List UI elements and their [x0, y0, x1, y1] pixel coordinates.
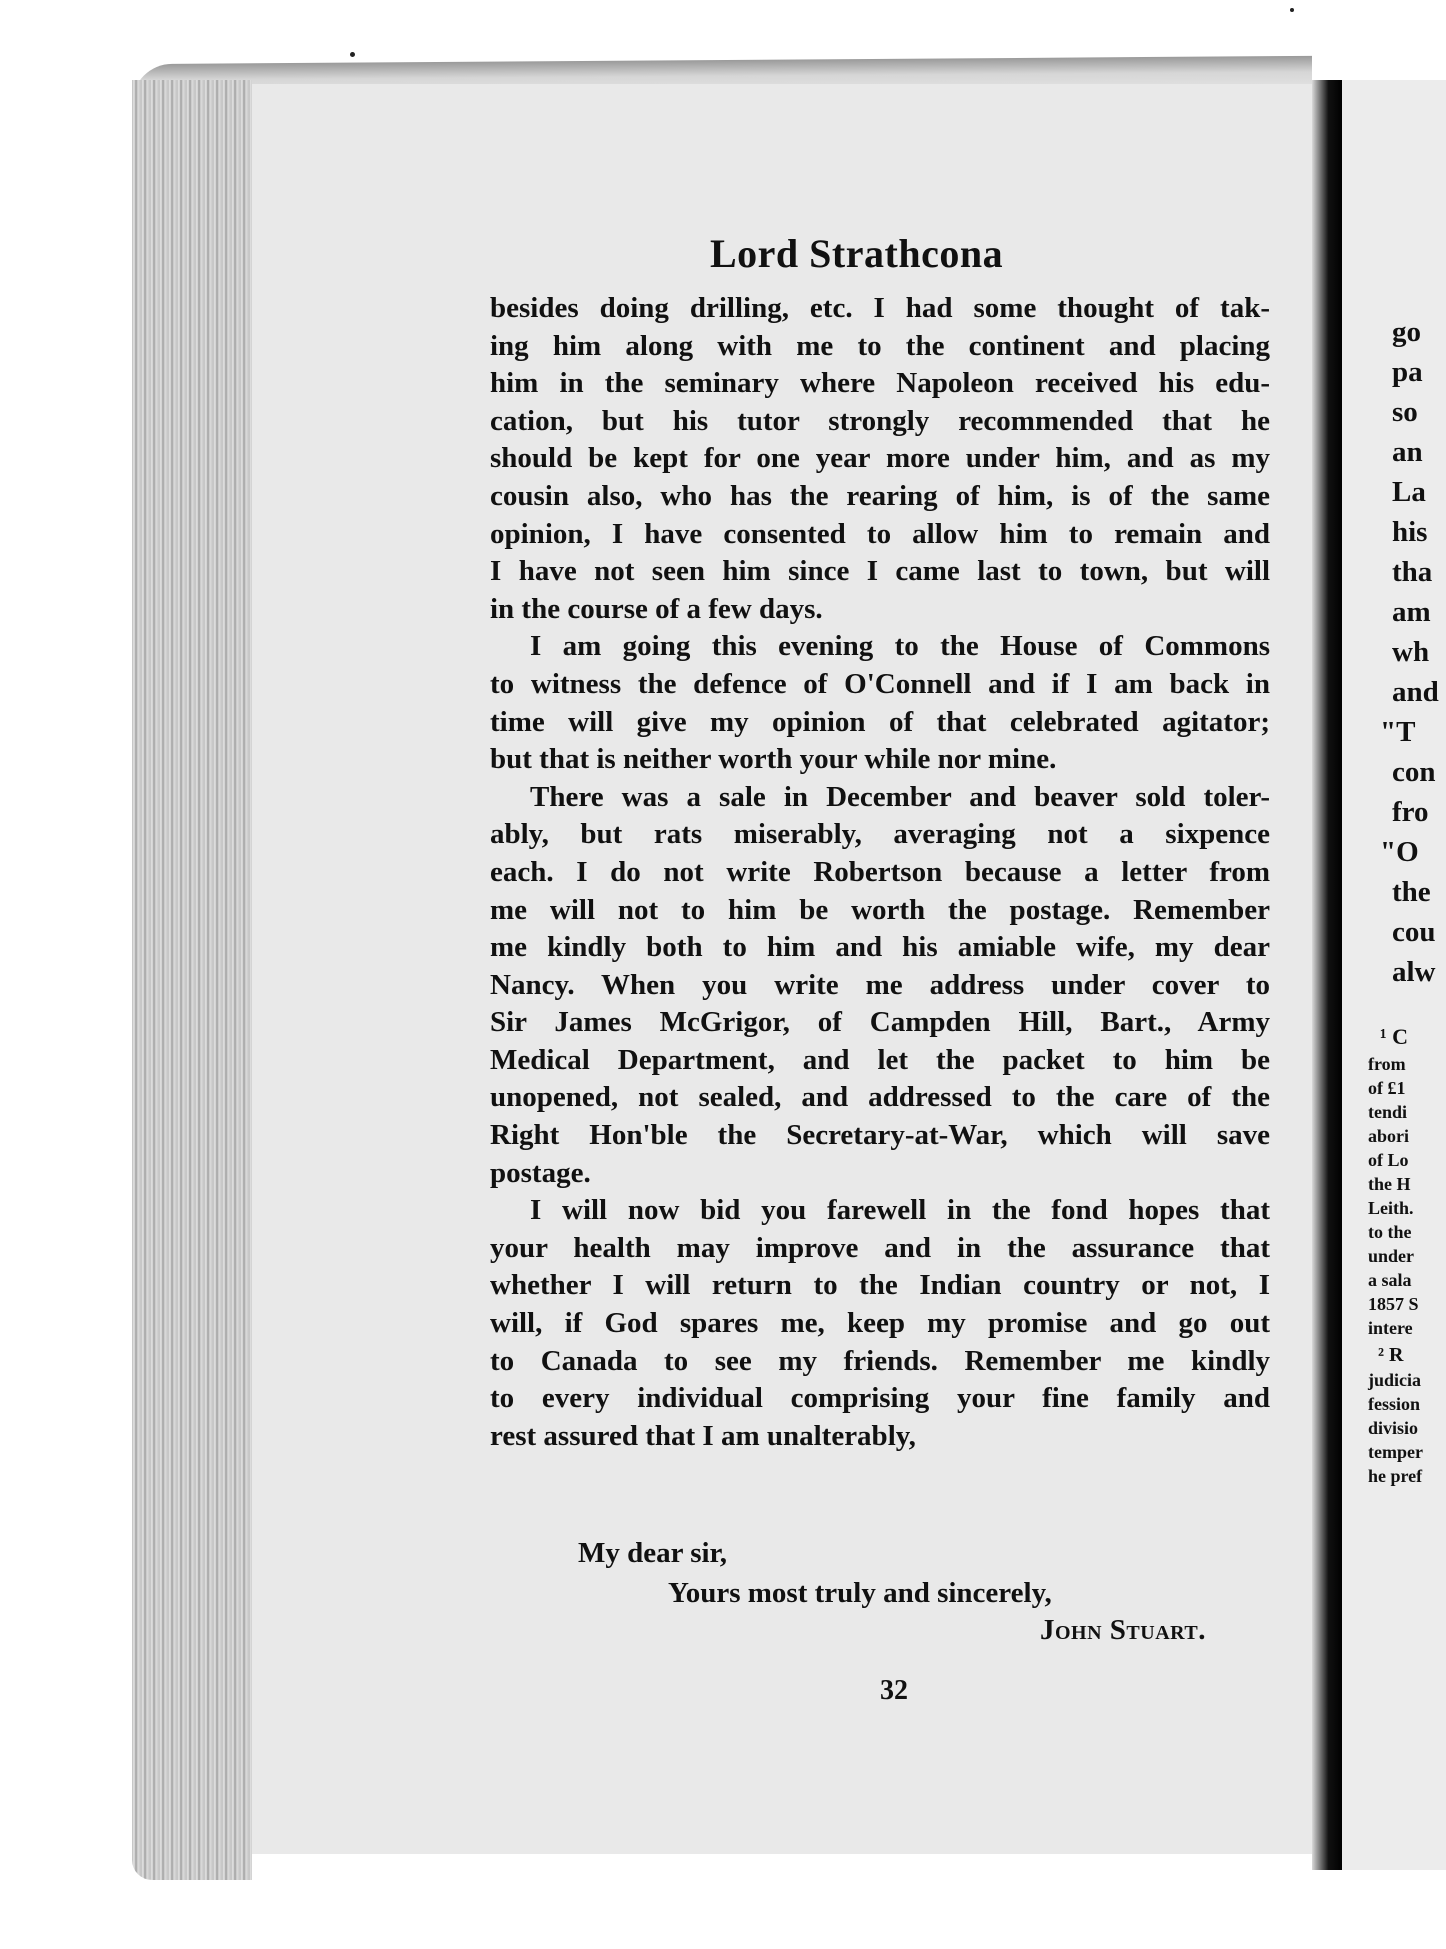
text-line: should be kept for one year more under him, and as my [490, 442, 1270, 475]
scan-speck [350, 52, 355, 57]
facing-page-footnote: of Lo [1368, 1150, 1409, 1170]
text-line: Sir James McGrigor, of Campden Hill, Bart., Army [490, 1006, 1270, 1039]
text-line: Right Hon'ble the Secretary-at-War, which will save [490, 1119, 1270, 1152]
text-line: in the course of a few days. [490, 592, 823, 625]
facing-page-fragment: am [1392, 596, 1431, 628]
facing-page-fragment: so [1392, 396, 1418, 428]
text-line: time will give my opinion of that celebrated agitator; [490, 705, 1270, 738]
text-line: unopened, not sealed, and addressed to the care of the [490, 1081, 1270, 1114]
text-line: cation, but his tutor strongly recommended that he [490, 404, 1270, 437]
facing-page-footnote: Leith. [1368, 1198, 1414, 1218]
facing-page-footnote: fession [1368, 1394, 1421, 1414]
book-gutter [1312, 80, 1342, 1870]
running-title: Lord Strathcona [710, 231, 1004, 276]
facing-page-footnote: under [1368, 1246, 1415, 1266]
facing-page-fragment: "T [1380, 716, 1416, 748]
paragraph-3 [490, 779, 1270, 1193]
facing-page-footnote: the H [1368, 1174, 1411, 1194]
paragraph-4 [490, 1192, 1270, 1455]
text-line: to witness the defence of O'Connell and if I am back in [490, 667, 1270, 700]
text-line: postage. [490, 1156, 591, 1189]
facing-page-footnote: judicia [1368, 1370, 1422, 1390]
facing-page-fragment: fro [1392, 796, 1429, 828]
facing-page-footnote: ¹ C [1380, 1024, 1408, 1049]
paragraph-1 [490, 290, 1270, 628]
salutation: My dear sir, [578, 1537, 728, 1569]
facing-page-fragment: con [1392, 756, 1436, 788]
facing-page-fragment: wh [1392, 636, 1430, 668]
valediction: Yours most truly and sincerely, [668, 1577, 1052, 1609]
text-line: opinion, I have consented to allow him to remain and [490, 517, 1270, 550]
facing-page-fragment: tha [1392, 556, 1433, 588]
page-number: 32 [880, 1675, 908, 1706]
paragraph-2 [490, 628, 1270, 778]
facing-page-fragment: his [1392, 516, 1428, 548]
facing-page-footnote: tendi [1368, 1102, 1408, 1122]
facing-page-footnote: he pref [1368, 1466, 1423, 1486]
text-line: to Canada to see my friends. Remember me kindly [490, 1344, 1270, 1377]
facing-page-fragment: alw [1392, 956, 1436, 988]
text-line: whether I will return to the Indian country or not, I [490, 1269, 1270, 1302]
text-line: I will now bid you farewell in the fond hopes that [530, 1194, 1270, 1227]
text-line: cousin also, who has the rearing of him, is of the same [490, 479, 1270, 512]
facing-page-footnote: of £1 [1368, 1078, 1406, 1098]
facing-page-fragment: and [1392, 676, 1439, 708]
letter-body [490, 290, 1270, 1455]
text-line: Medical Department, and let the packet to him be [490, 1043, 1270, 1076]
facing-page-fragment: go [1392, 316, 1421, 348]
text-line: each. I do not write Robertson because a letter from [490, 855, 1270, 888]
facing-page-fragment: pa [1392, 356, 1423, 388]
text-line: Nancy. When you write me address under cover to [490, 968, 1270, 1001]
facing-page-fragment: La [1392, 476, 1426, 508]
page-stack-edges [132, 80, 252, 1880]
facing-page-footnote: temper [1368, 1442, 1423, 1462]
facing-page-footnote: 1857 S [1368, 1294, 1419, 1314]
facing-page-footnote: from [1368, 1054, 1406, 1074]
facing-page-fragment: the [1392, 876, 1431, 908]
text-line: but that is neither worth your while nor mine. [490, 743, 1057, 776]
scan-speck [1290, 8, 1294, 12]
text-line: your health may improve and in the assurance that [490, 1231, 1270, 1264]
facing-page-footnote: a sala [1368, 1270, 1412, 1290]
text-line: I have not seen him since I came last to town, but will [490, 555, 1270, 588]
facing-page-footnote: ² R [1378, 1344, 1404, 1366]
text-line: will, if God spares me, keep my promise and go out [490, 1307, 1270, 1340]
facing-page-footnote: intere [1368, 1318, 1413, 1338]
text-line: ing him along with me to the continent and placing [490, 329, 1270, 362]
facing-page-fragment: cou [1392, 916, 1436, 948]
facing-page-fragment: "O [1380, 836, 1419, 868]
text-line: me kindly both to him and his amiable wife, my dear [490, 931, 1270, 964]
facing-page-footnote: to the [1368, 1222, 1412, 1242]
text-line: I am going this evening to the House of Commons [530, 630, 1270, 663]
facing-page-footnote: divisio [1368, 1418, 1419, 1438]
text-line: There was a sale in December and beaver sold toler- [530, 780, 1270, 813]
text-line: besides doing drilling, etc. I had some thought of tak- [490, 292, 1270, 324]
text-line: to every individual comprising your fine family and [490, 1382, 1270, 1415]
text-line: ably, but rats miserably, averaging not a sixpence [490, 818, 1270, 851]
text-line: me will not to him be worth the postage. Remember [490, 893, 1270, 926]
signature: John Stuart. [1040, 1614, 1206, 1646]
facing-page-footnote: abori [1368, 1126, 1410, 1146]
facing-page-fragment: an [1392, 436, 1423, 468]
text-line: him in the seminary where Napoleon received his edu- [490, 367, 1270, 400]
text-line: rest assured that I am unalterably, [490, 1419, 916, 1452]
